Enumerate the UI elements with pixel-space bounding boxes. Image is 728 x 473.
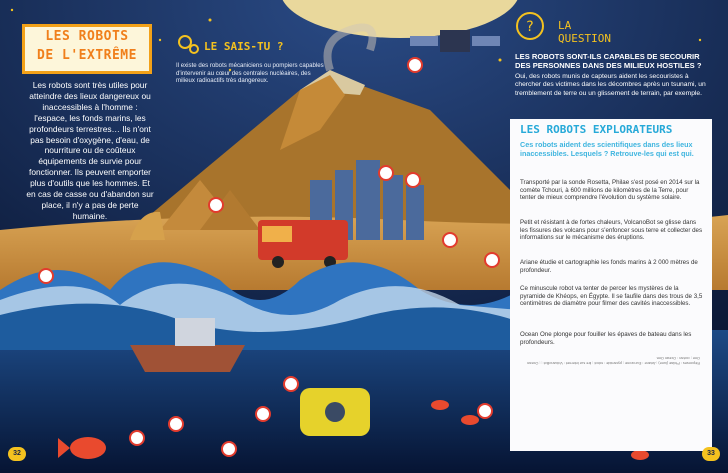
- explorers-paragraph-5: Ocean One plonge pour fouiller les épaves de bateau dans les profondeurs.: [520, 331, 692, 346]
- did-you-know-heading: LE SAIS-TU ?: [204, 40, 284, 53]
- explorers-paragraph-2: Petit et résistant à de fortes chaleurs, VolcanoBot se glisse dans les fissures des volcans pour s'enfoncer sous terre et collecter des informations sur le mécanisme des éruptions.: [520, 219, 703, 242]
- submarine-robot: [300, 388, 370, 436]
- intro-text: Les robots sont très utiles pour atteindre des lieux dangereux ou inaccessibles à l'homme : l'espace, les fonds marins, les profondeurs terrestres… Ils n'ont pas besoin d'oxygène, d'eau, de nourriture ou de coûteux équipements de survie pour fonctionner. Ils peuvent emporter plus d'outils que les hommes. Et en cas de casse ou d'abandon sur place, il n'y a pas de perte humaine.: [26, 80, 154, 221]
- explorers-paragraph-1: Transporté par la sonde Rosetta, Philae s'est posé en 2014 sur la comète Tchouri, à 600 millions de kilomètres de la Terre, pour tenter de mieux comprendre l'évolution du système solaire.: [520, 179, 700, 202]
- did-you-know-text: Il existe des robots mécaniciens ou pompiers capables d'intervenir au cœur des centrales nucléaires, des milieux radioactifs très dangereux.: [176, 62, 324, 85]
- title-line-2: DE L'EXTRÊME: [37, 48, 137, 63]
- title-line-1: LES ROBOTS: [45, 29, 129, 44]
- answer-text: Oui, des robots munis de capteurs aident les secouristes à chercher des victimes dans les décombres après un tsunami, un tremblement de terre ou un glissement de terrain, par exemple.: [515, 73, 706, 97]
- svg-text:?: ?: [526, 19, 534, 35]
- question-heading-line-1: LA: [558, 19, 572, 32]
- page-number-right: 33: [702, 447, 720, 461]
- explorers-heading: LES ROBOTS EXPLORATEURS: [520, 123, 673, 136]
- question-heading: [514, 10, 611, 46]
- explorers-paragraph-4: Ce minuscule robot va tenter de percer les mystères de la pyramide de Khéops, en Égypte. Il se faufile dans des trous de 3,5 centimètres de diamètre pour filmer des cavités inaccessibles.: [520, 285, 703, 308]
- explorers-intro: Ces robots aident des scientifiques dans des lieux inaccessibles. Lesquels ? Retrouve-les qui est qui.: [520, 140, 694, 158]
- question-heading-line-2: QUESTION: [558, 32, 611, 45]
- question-text: LES ROBOTS SONT-ILS CAPABLES DE SECOURIR DES PERSONNES DANS DES MILIEUX HOSTILES ?: [515, 52, 702, 70]
- question-block: [515, 52, 707, 98]
- page-number-left: 32: [8, 447, 26, 461]
- gears-icon: [176, 32, 200, 56]
- explorers-paragraph-3: Ariane étudie et cartographie les fonds marins à 2 000 mètres de profondeur.: [520, 259, 698, 274]
- answers-credits: Réponses : Philae (lune) ; Ariane : Eurozone ; pyramide : robot ; lire sur Internet : VolcanoBot ; ; Ocean One ; océan : Ocean One.: [527, 356, 700, 365]
- page-title: [22, 24, 152, 74]
- question-icon: [514, 10, 554, 42]
- explorers-panel: [510, 119, 712, 451]
